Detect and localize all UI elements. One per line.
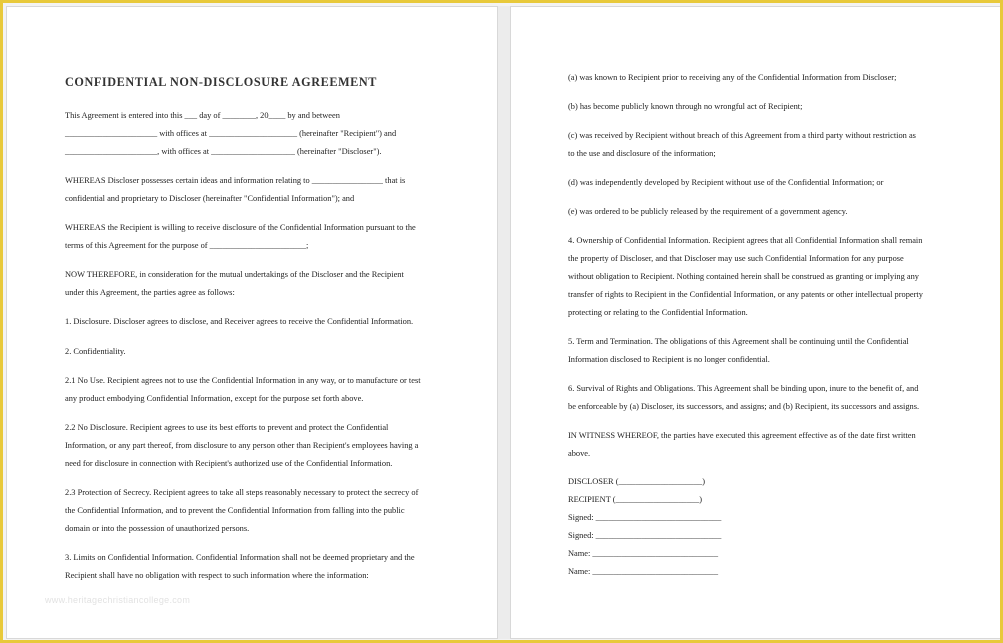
clause-2-1-line-1: 2.1 No Use. Recipient agrees not to use the Confidential Information in any way, or to manufacture or test <box>65 376 421 385</box>
signature-discloser: DISCLOSER (____________________) <box>568 477 706 486</box>
whereas-2-line-1: WHEREAS the Recipient is willing to receive disclosure of the Confidential Information pursuant to the <box>65 223 416 232</box>
clause-6-line-1: 6. Survival of Rights and Obligations. This Agreement shall be binding upon, inure to the benefit of, and <box>568 384 919 393</box>
clause-2-1-line-2: any product embodying Confidential Information, except for the purpose set forth above. <box>65 394 364 403</box>
clause-5-line-2: Information disclosed to Recipient is no longer confidential. <box>568 355 770 364</box>
intro-line-1: This Agreement is entered into this ___ day of ________, 20____ by and between <box>65 111 340 120</box>
clause-1: 1. Disclosure. Discloser agrees to disclose, and Receiver agrees to receive the Confidential Information. <box>65 317 414 326</box>
whereas-1-line-1: WHEREAS Discloser possesses certain ideas and information relating to _________________ that is <box>65 176 406 185</box>
now-therefore-line-1: NOW THEREFORE, in consideration for the mutual undertakings of the Discloser and the Recipient <box>65 270 404 279</box>
signature-recipient: RECIPIENT (____________________) <box>568 495 703 504</box>
clause-6-line-2: be enforceable by (a) Discloser, its successors, and assigns; and (b) Recipient, its successors and assigns. <box>568 402 920 411</box>
now-therefore-line-2: under this Agreement, the parties agree as follows: <box>65 288 235 297</box>
clause-2-2-line-1: 2.2 No Disclosure. Recipient agrees to use its best efforts to prevent and protect the Confidential <box>65 423 389 432</box>
signature-name-2: Name: ______________________________ <box>568 567 719 576</box>
clause-2-3-line-2: the Confidential Information, and to prevent the Confidential Information from falling into the public <box>65 506 405 515</box>
whereas-1-line-2: confidential and proprietary to Discloser (hereinafter "Confidential Information"); and <box>65 194 355 203</box>
clause-4-line-2: the property of Discloser, and that Discloser may use such Confidential Information for any purpose <box>568 254 904 263</box>
clause-3-line-2: Recipient shall have no obligation with respect to such information where the information: <box>65 571 369 580</box>
clause-4-line-4: transfer of rights to Recipient in the Confidential Information, or any patents or other intellectual property <box>568 290 923 299</box>
clause-2-3-line-3: domain or into the possession of unauthorized persons. <box>65 524 250 533</box>
clause-3b: (b) has become publicly known through no wrongful act of Recipient; <box>568 102 803 111</box>
witness-line-1: IN WITNESS WHEREOF, the parties have executed this agreement effective as of the date first written <box>568 431 916 440</box>
clause-3d: (d) was independently developed by Recipient without use of the Confidential Information; or <box>568 178 884 187</box>
page-gap <box>498 6 510 639</box>
clause-3c-line-1: (c) was received by Recipient without breach of this Agreement from a third party without restriction as <box>568 131 916 140</box>
clause-2-2-line-2: Information, or any part thereof, from disclosure to any person other than Recipient's employees having a <box>65 441 419 450</box>
witness-line-2: above. <box>568 449 591 458</box>
watermark: www.heritagechristiancollege.com <box>45 595 191 605</box>
clause-2: 2. Confidentiality. <box>65 347 126 356</box>
clause-5-line-1: 5. Term and Termination. The obligations of this Agreement shall be continuing until the Confidential <box>568 337 909 346</box>
signature-name-1: Name: ______________________________ <box>568 549 719 558</box>
clause-4-line-1: 4. Ownership of Confidential Information. Recipient agrees that all Confidential Information shall remain <box>568 236 923 245</box>
clause-3e: (e) was ordered to be publicly released by the requirement of a government agency. <box>568 207 848 216</box>
clause-3c-line-2: to the use and disclosure of the information; <box>568 149 716 158</box>
whereas-2-line-2: terms of this Agreement for the purpose of _______________________; <box>65 241 309 250</box>
clause-3a: (a) was known to Recipient prior to receiving any of the Confidential Information from Discloser; <box>568 73 897 82</box>
signature-signed-2: Signed: ______________________________ <box>568 531 722 540</box>
page-2 <box>510 6 1003 639</box>
intro-line-3: ______________________, with offices at ____________________ (hereinafter "Discloser"). <box>65 147 382 156</box>
clause-2-3-line-1: 2.3 Protection of Secrecy. Recipient agrees to take all steps reasonably necessary to protect the secrecy of <box>65 488 419 497</box>
signature-signed-1: Signed: ______________________________ <box>568 513 722 522</box>
clause-3-line-1: 3. Limits on Confidential Information. Confidential Information shall not be deemed proprietary and the <box>65 553 415 562</box>
clause-4-line-3: without obligation to Recipient. Nothing contained herein shall be construed as granting or implying any <box>568 272 919 281</box>
document-title: CONFIDENTIAL NON-DISCLOSURE AGREEMENT <box>65 75 378 89</box>
intro-line-2: ______________________ with offices at _____________________ (hereinafter "Recipient") and <box>65 129 397 138</box>
page-1 <box>6 6 498 639</box>
clause-4-line-5: protecting or relating to the Confidential Information. <box>568 308 748 317</box>
clause-2-2-line-3: need for disclosure in connection with Recipient's authorized use of the Confidential Information. <box>65 459 393 468</box>
